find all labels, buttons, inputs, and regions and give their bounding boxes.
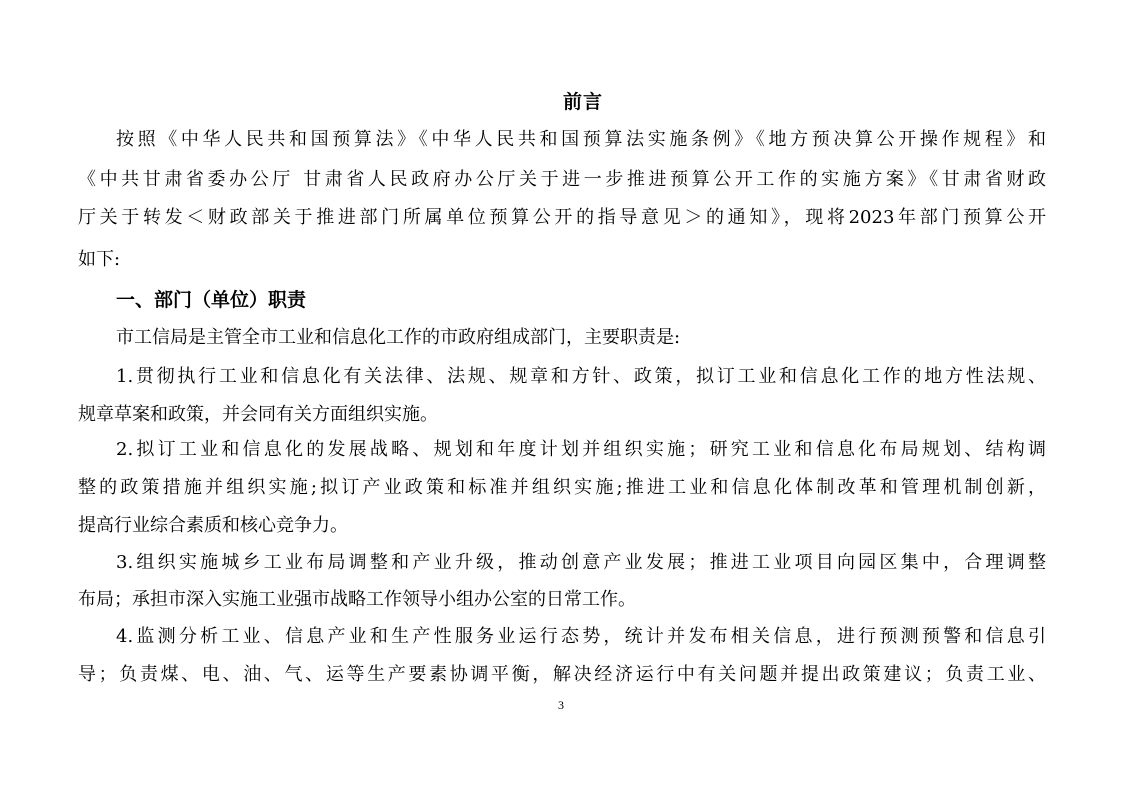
page-number: 3: [558, 698, 564, 712]
paragraph-line: 布局；承担市深入实施工业强市战略工作领导小组办公室的日常工作。: [78, 589, 636, 610]
paragraph-line: 规章草案和政策，并会同有关方面组织实施。: [78, 404, 438, 425]
page-title: 前言: [562, 91, 603, 113]
paragraph-line: 按照《中华人民共和国预算法》《中华人民共和国预算法实施条例》《地方预决算公开操作规程》和: [116, 129, 1046, 150]
section-heading: 一、部门（单位）职责: [116, 289, 307, 311]
paragraph-line: 3.组织实施城乡工业布局调整和产业升级，推动创意产业发展；推进工业项目向园区集中，合理调整: [116, 552, 1046, 573]
paragraph-line: 导；负责煤、电、油、气、运等生产要素协调平衡，解决经济运行中有关问题并提出政策建议；负责工业、: [78, 664, 1046, 685]
paragraph-line: 4.监测分析工业、信息产业和生产性服务业运行态势，统计并发布相关信息，进行预测预警和信息引: [116, 626, 1046, 647]
paragraph-line: 《中共甘肃省委办公厅 甘肃省人民政府办公厅关于进一步推进预算公开工作的实施方案》《甘肃省财政: [78, 169, 1046, 190]
paragraph-line: 厅关于转发＜财政部关于推进部门所属单位预算公开的指导意见＞的通知》，现将2023年部门预算公开: [78, 207, 1046, 228]
paragraph-line: 如下:: [78, 249, 121, 270]
paragraph-line: 1.贯彻执行工业和信息化有关法律、法规、规章和方针、政策，拟订工业和信息化工作的地方性法规、: [116, 366, 1046, 387]
paragraph-line: 市工信局是主管全市工业和信息化工作的市政府组成部门，主要职责是:: [116, 327, 681, 348]
paragraph-line: 2.拟订工业和信息化的发展战略、规划和年度计划并组织实施；研究工业和信息化布局规划、结构调: [116, 439, 1046, 460]
paragraph-line: 提高行业综合素质和核心竞争力。: [78, 515, 348, 536]
paragraph-line: 整的政策措施并组织实施;拟订产业政策和标准并组织实施;推进工业和信息化体制改革和管理机制创新，: [78, 477, 1046, 498]
